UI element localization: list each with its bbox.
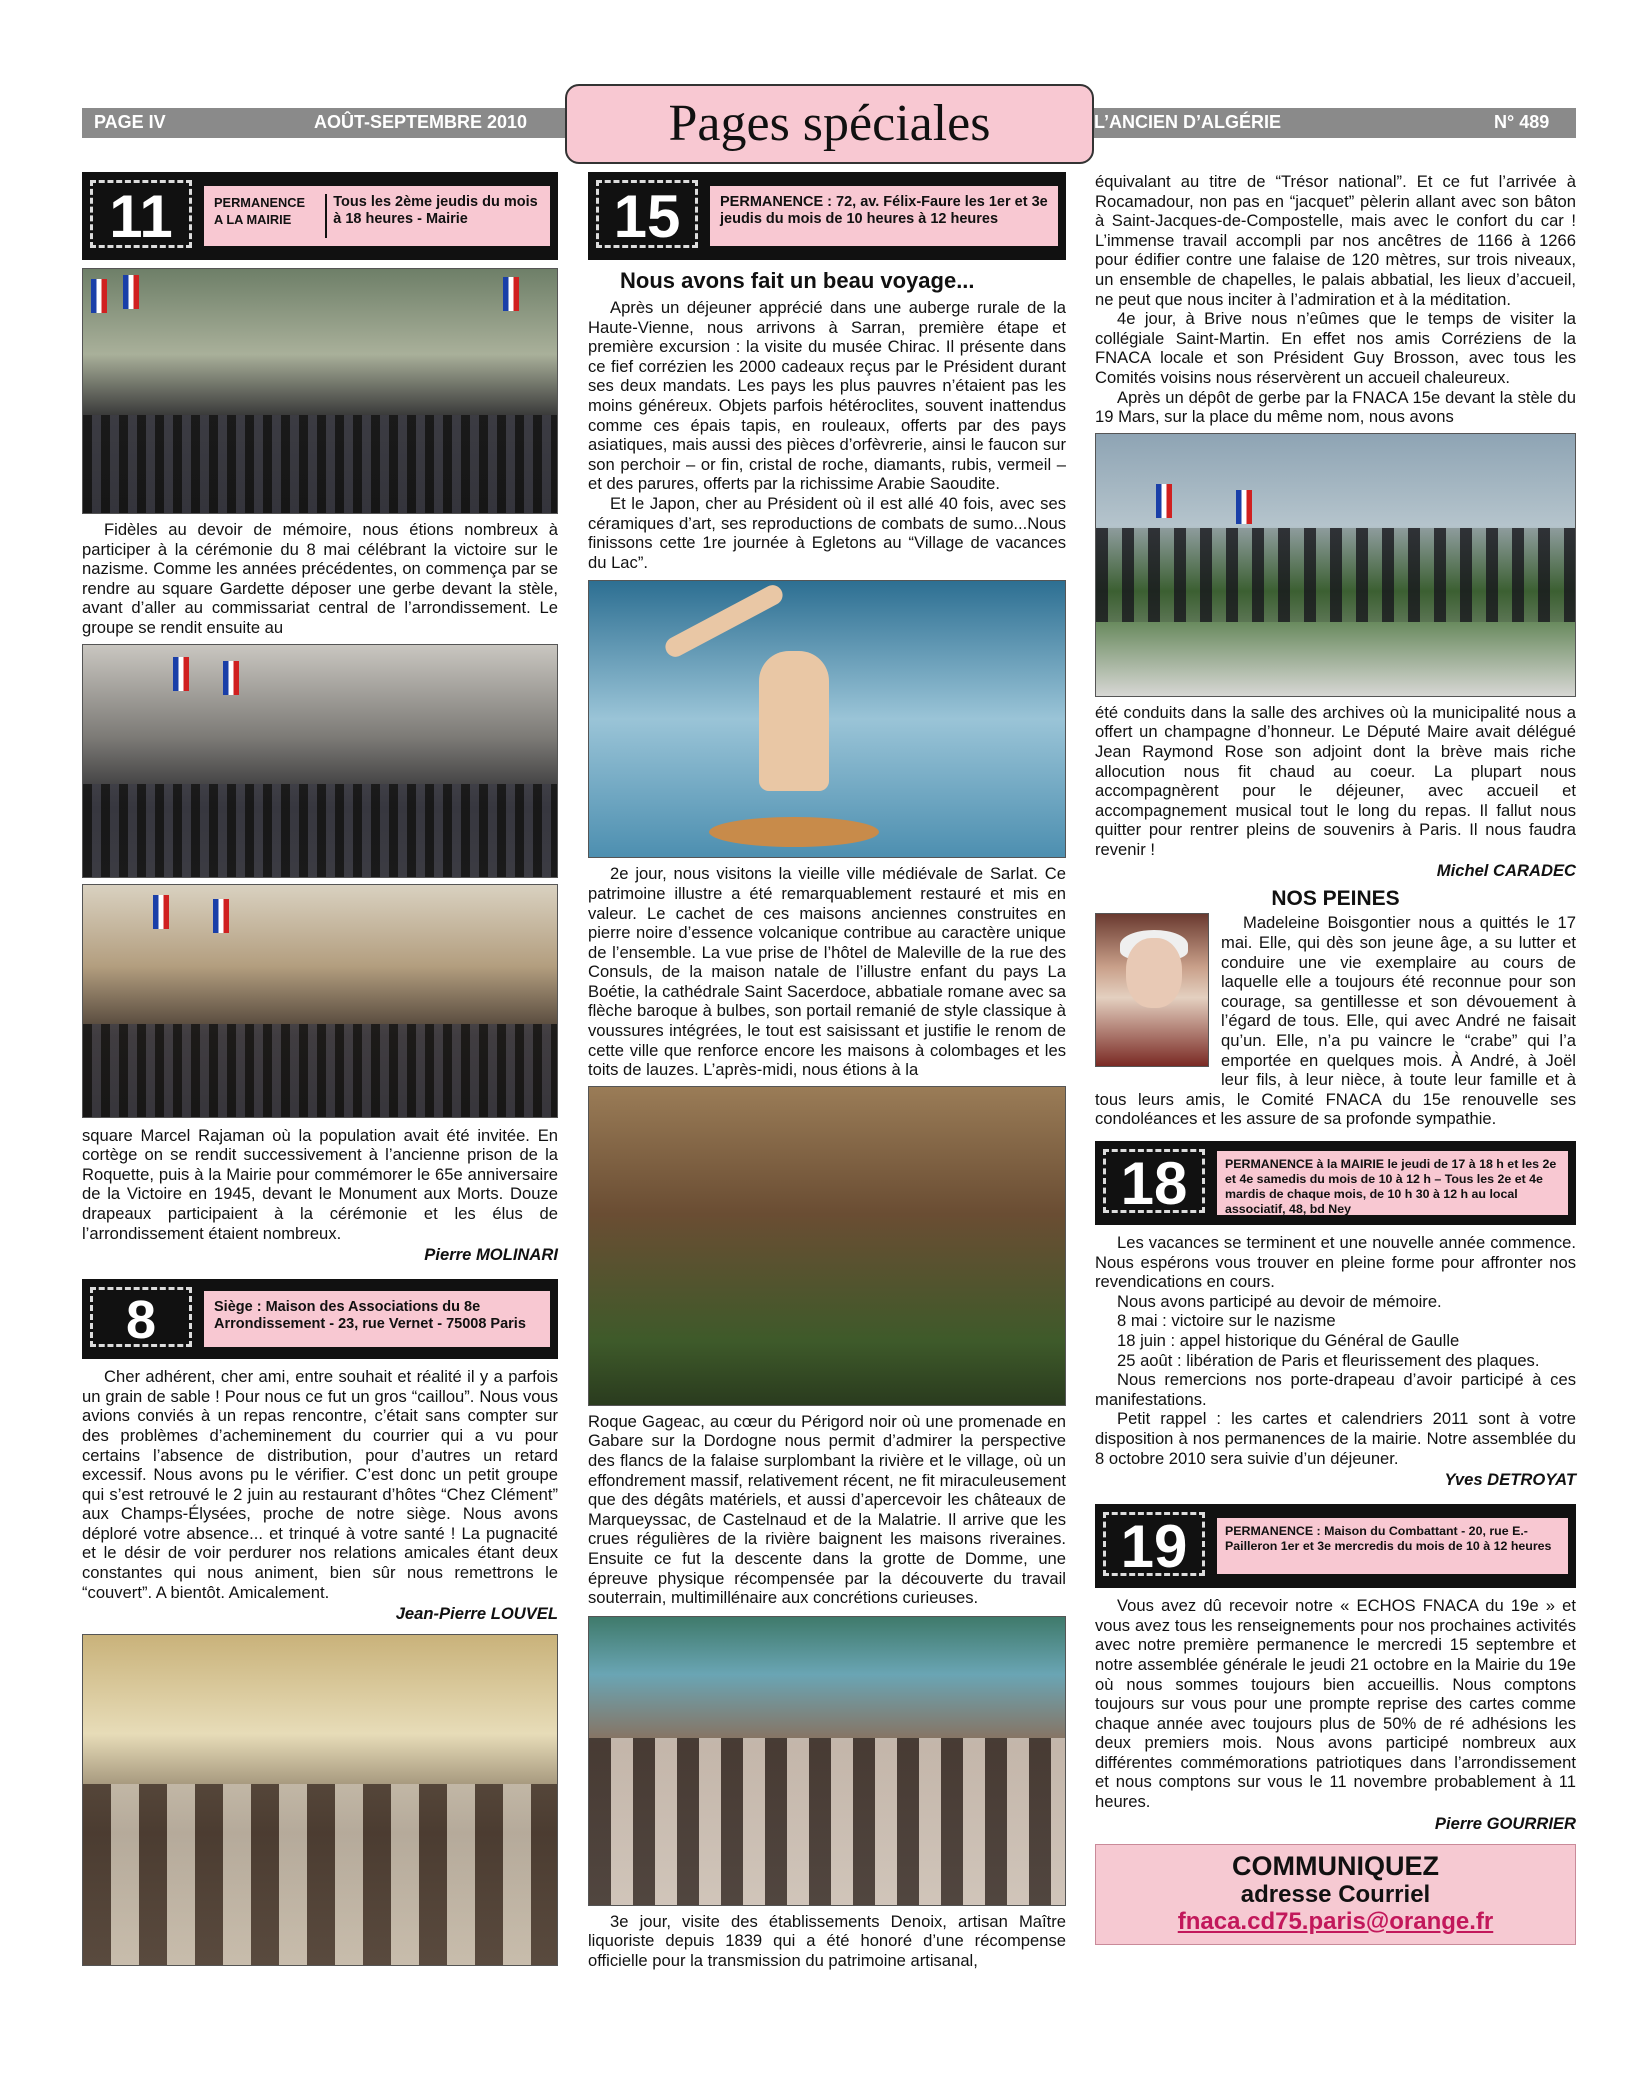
signature: Pierre GOURRIER — [1434, 1813, 1576, 1833]
crowd — [83, 784, 557, 877]
photo-sarlat-castle — [588, 1086, 1066, 1406]
paragraph: 8 mai : victoire sur le nazisme — [1117, 1311, 1336, 1331]
paragraph: square Marcel Rajaman où la population avait été invitée. En cortège on se rendit successivement à l’ancienne prison de la Roquette, puis à la Mairie pour commémorer le 65e anniversaire de la Victoire en 1945, devant le Monument aux Morts. Douze drapeaux participaient à la cérémonie et les élus de l’arrondissement étaient nombreux. — [82, 1125, 558, 1243]
contact-subheading: adresse Courriel — [1240, 1880, 1431, 1908]
section-info — [204, 186, 550, 246]
section-19-banner — [1095, 1504, 1576, 1588]
statue-leg — [662, 582, 786, 661]
section-number: 15 — [596, 180, 698, 248]
section-number: 8 — [90, 1287, 192, 1347]
section-15-text — [588, 298, 1066, 572]
paragraph: 3e jour, visite des établissements Denoix, artisan Maître liquoriste depuis 1839 qui a été honoré d’une récompense officielle pour la transmission du patrimoine artisanal, — [588, 1911, 1066, 1970]
section-8-banner — [82, 1279, 558, 1359]
page-title: Pages spéciales — [565, 84, 1094, 164]
photo-ceremony — [82, 268, 558, 514]
signature: Pierre MOLINARI — [424, 1245, 558, 1265]
section-15-continued-2 — [1095, 703, 1576, 860]
signature: Yves DETROYAT — [1444, 1470, 1576, 1490]
contact-box — [1095, 1844, 1576, 1945]
paragraph: Cher adhérent, cher ami, entre souhait et réalité il y a parfois un grain de sable ! Pour nous ce fut un gros “caillou”. Nous vous avions conviés à un repas rencontre, c’était sans compter sur des problèmes d’acheminement du courrier qui a vu pour certains l’absence de distribution, pour d’autres un retard excessif. Nous avons pu le vérifier. C’est donc un petit groupe qui s’est retrouvé le 2 juin au restaurant d’hôtes “Chez Clément” aux Champs-Élysées, proche de notre siège. Nous avons déploré votre absence... et trinqué à votre santé ! La pugnacité et le désir de voir perdurer nos relations amicales étant deux constantes qui nous animent, bien sûr nous remettrons le “couvert”. A bientôt. Amicalement. — [82, 1367, 558, 1602]
obituary-heading: NOS PEINES — [1271, 887, 1400, 911]
section-18-text — [1095, 1233, 1576, 1468]
section-15-text-4 — [588, 1912, 1066, 1971]
signature: Jean-Pierre LOUVEL — [395, 1604, 558, 1624]
paragraph: Fidèles au devoir de mémoire, nous étions nombreux à participer à la cérémonie du 8 mai célébrant la victoire sur le nazisme. Comme les années précédentes, on commença par se rendre au square Gardette déposer une gerbe devant la stèle, avant d’aller au commissariat central de l’arrondissement. Le groupe se rendit ensuite au — [82, 520, 558, 637]
photo-dinner — [82, 1634, 558, 1966]
page-number: PAGE IV — [94, 112, 166, 132]
obituary — [1095, 913, 1576, 1129]
paragraph: Et le Japon, cher au Président où il est allé 40 fois, avec ses céramiques d’art, ses reproductions de combats de sumo...Nous finissons cette 1re journée à Egletons au “Village de vacances du Lac”. — [588, 493, 1066, 572]
section-15-continued — [1095, 172, 1576, 427]
paragraph: Petit rappel : les cartes et calendriers 2011 sont à votre disposition à nos permanences de la mairie. Notre assemblée du 8 octobre 2010 sera suivie d’un déjeuner. — [1095, 1409, 1576, 1468]
article-heading: Nous avons fait un beau voyage... — [620, 268, 975, 293]
column-3 — [1095, 172, 1576, 1945]
flag-icon — [153, 895, 169, 929]
paragraph: 2e jour, nous visitons la vieille ville médiévale de Sarlat. Ce patrimoine illustre a été remarquablement restauré et mis en valeur. Le cachet de ces maisons anciennes construites en pierre noire d’essence volcanique contribue au caractère unique de l’ensemble. La vue prise de l’hôtel de Maleville de la rue des Consuls, de la maison natale de l’illustre enfant du pays La Boétie, la cathédrale Saint Sacerdoce, abbatiale romane avec sa flèche baroque à bulbes, son portail remanié de style classique à voussures intégrées, le tout est saisissant et justifie le renom de cette ville que renforce encore les maisons à colombages et les toits de lauzes. L’après-midi, nous étions à la — [588, 864, 1066, 1080]
section-info: PERMANENCE à la MAIRIE le jeudi de 17 à 18 h et les 2e et 4e samedis du mois de 10 à 12 h – Tous les 2e et 4e mardis de chaque mois, de 10 h 30 à 12 h au local associatif, 48, bd Ney — [1217, 1151, 1568, 1215]
section-number: 19 — [1103, 1512, 1205, 1576]
paragraph: Nous remercions nos porte-drapeau d’avoir participé à ces manifestations. — [1095, 1370, 1576, 1409]
section-info: Siège : Maison des Associations du 8e Arrondissement - 23, rue Vernet - 75008 Paris — [204, 1291, 550, 1347]
paragraph: Madeleine Boisgontier nous a quittés le 17 mai. Elle, qui dès son jeune âge, a su lutter et conduire une vie exemplaire au cours de laquelle elle a toujours été reconnue pour son courage, sa gentillesse et son dévouement à l’égard de tous. Elle, qui avec André ne faisait qu’un. Elle, n’a pu vaincre le “crabe” qui l’a emportée en quelques mois. À André, à Joël leur fils, à leur nièce, à toute leur famille et à tous leurs amis, le Comité FNACA du 15e renouvelle ses condoléances et les assure de sa profonde sympathie. — [1095, 913, 1576, 1129]
photo-sumo-statue — [588, 580, 1066, 858]
statue-body — [759, 651, 829, 791]
photo-town-hall — [82, 884, 558, 1118]
column-2 — [588, 168, 1066, 1971]
section-number: 11 — [90, 180, 192, 248]
flag-icon — [91, 279, 107, 313]
passengers — [589, 1738, 1065, 1905]
crowd — [83, 1024, 557, 1117]
flag-icon — [1156, 484, 1172, 518]
flag-icon — [123, 275, 139, 309]
flag-icon — [173, 657, 189, 691]
portrait-photo — [1095, 913, 1209, 1067]
diners — [83, 1784, 557, 1966]
paragraph: Après un déjeuner apprécié dans une auberge rurale de la Haute-Vienne, nous arrivons à Sarran, première étape et première excursion : la visite du musée Chirac. Il présente dans ce fief corrézien les 2000 cadeaux reçus par le Président durant ses deux mandats. Les pays les plus pauvres n’étaient pas les moins généreux. Objets parfois hétéroclites, souvent inattendus comme ces épais tapis, en rouleaux, offerts par des pays asiatiques, mais aussi des pièces d’orfèvrerie, ainsi le faucon sur son perchoir – or fin, cristal de roche, diamants, rubis, vermeil – et des parures, offerts par la richissime Arabie Saoudite. — [588, 298, 1066, 494]
column-1 — [82, 168, 558, 1966]
paragraph: 25 août : libération de Paris et fleurissement des plaques. — [1117, 1350, 1540, 1370]
section-number: 18 — [1103, 1149, 1205, 1213]
section-15-text-3 — [588, 1412, 1066, 1608]
paragraph: 4e jour, à Brive nous n’eûmes que le temps de visiter la collégiale Saint-Martin. En effet nos amis Corréziens de la FNACA locale et son Président Guy Brosson, avec tous les Comités voisins nous réservèrent un accueil chaleureux. — [1095, 309, 1576, 387]
section-18-banner — [1095, 1141, 1576, 1225]
newspaper-name: L’ANCIEN D’ALGÉRIE — [1094, 112, 1282, 132]
permanence-label: PERMANENCE A LA MAIRIE — [214, 194, 327, 238]
paragraph: 18 juin : appel historique du Général de Gaulle — [1117, 1330, 1460, 1350]
section-15-banner — [588, 172, 1066, 260]
paragraph: été conduits dans la salle des archives où la municipalité nous a offert un champagne d’honneur. Le Député Maire avait délégué Jean Raymond Rose son adjoint dont la brève mais riche allocution nous fit chaud au coeur. La plupart nous accompagnèrent pour le déjeuner, avec accueil et accompagnement musical tout le long du repas. Il fallut nous quitter pour rentrer pleins de souvenirs à Paris. Il nous faudra revenir ! — [1095, 702, 1576, 859]
section-15-text-2 — [588, 864, 1066, 1080]
issue-date: AOÛT-SEPTEMBRE 2010 — [314, 112, 528, 132]
paragraph: Vous avez dû recevoir notre « ECHOS FNACA du 19e » et vous avez tous les renseignements pour nos prochaines activités avec notre première permanence le mercredi 15 septembre et notre assemblée générale le jeudi 21 octobre en la Mairie du 19e où nous sommes toujours bien accueillis. Nous comptons toujours sur vous pour une prompte reprise des cartes comme chaque année avec toujours plus de 50% de ré adhésions les deux premiers mois. Nous avons participé nombreux aux différentes commémorations patriotiques dans l’arrondissement et nous comptons sur vous le 11 novembre probablement à 11 heures. — [1095, 1596, 1576, 1812]
paragraph: Roque Gageac, au cœur du Périgord noir où une promenade en Gabare sur la Dordogne nous permit d’admirer la perspective des flancs de la falaise surplombant la rivière et le village, où un effondrement massif, relativement récent, ne fit miraculeusement que des dégâts matériels, et aussi d’apercevoir les châteaux de Marqueyssac, de Castelnaud et de la Malatrie. Il arrive que les crues régulières de la rivière baignent les maisons riveraines. Ensuite ce fut la descente dans la grotte de Domme, une épreuve physique récompensée par la découverte du travail souterrain, multimillénaire aux concrétions curieuses. — [588, 1411, 1066, 1608]
permanence-schedule: Tous les 2ème jeudis du mois à 18 heures - Mairie — [333, 194, 538, 227]
paragraph: Les vacances se terminent et une nouvelle année commence. Nous espérons vous trouver en pleine forme pour affronter nos revendications en cours. — [1095, 1233, 1576, 1292]
statue-base — [709, 817, 879, 847]
paragraph: équivalant au titre de “Trésor national”. Et ce fut l’arrivée à Rocamadour, non pas en “jacquet” pèlerin allant avec son bâton à Saint-Jacques-de-Compostelle, mais avec le confort du car ! L’immense travail accompli par nos ancêtres de 1166 à 1266 pour édifier contre une falaise de 120 mètres, sur trois niveaux, un ensemble de chapelles, le palais abbatial, les lieux d’accueil, ne peut que nous inciter à l’admiration et à la méditation. — [1095, 172, 1576, 309]
issue-number: N° 489 — [1494, 112, 1550, 132]
section-11-banner — [82, 172, 558, 260]
contact-email-link[interactable]: fnaca.cd75.paris@orange.fr — [1177, 1907, 1494, 1935]
section-19-text — [1095, 1596, 1576, 1812]
flag-icon — [503, 277, 519, 311]
paragraph: Nous avons participé au devoir de mémoire. — [1117, 1291, 1442, 1311]
signature: Michel CARADEC — [1436, 861, 1576, 881]
flag-icon — [223, 661, 239, 695]
section-11-text-2 — [82, 1126, 558, 1244]
contact-heading: COMMUNIQUEZ — [1232, 1850, 1439, 1881]
portrait-face — [1126, 938, 1182, 1008]
photo-stele — [1095, 433, 1576, 697]
section-8-text — [82, 1367, 558, 1602]
photo-street — [82, 644, 558, 878]
paragraph: Après un dépôt de gerbe par la FNACA 15e devant la stèle du 19 Mars, sur la place du même nom, nous avons — [1095, 387, 1576, 427]
section-info: PERMANENCE : 72, av. Félix-Faure les 1er et 3e jeudis du mois de 10 heures à 12 heures — [710, 186, 1058, 246]
photo-boat-trip — [588, 1616, 1066, 1906]
crowd — [83, 415, 557, 513]
section-info: PERMANENCE : Maison du Combattant - 20, rue E.-Pailleron 1er et 3e mercredis du mois de 10 à 12 heures — [1217, 1518, 1568, 1574]
section-11-text — [82, 520, 558, 638]
flag-icon — [1236, 490, 1252, 524]
flag-icon — [213, 899, 229, 933]
crowd — [1096, 528, 1575, 622]
